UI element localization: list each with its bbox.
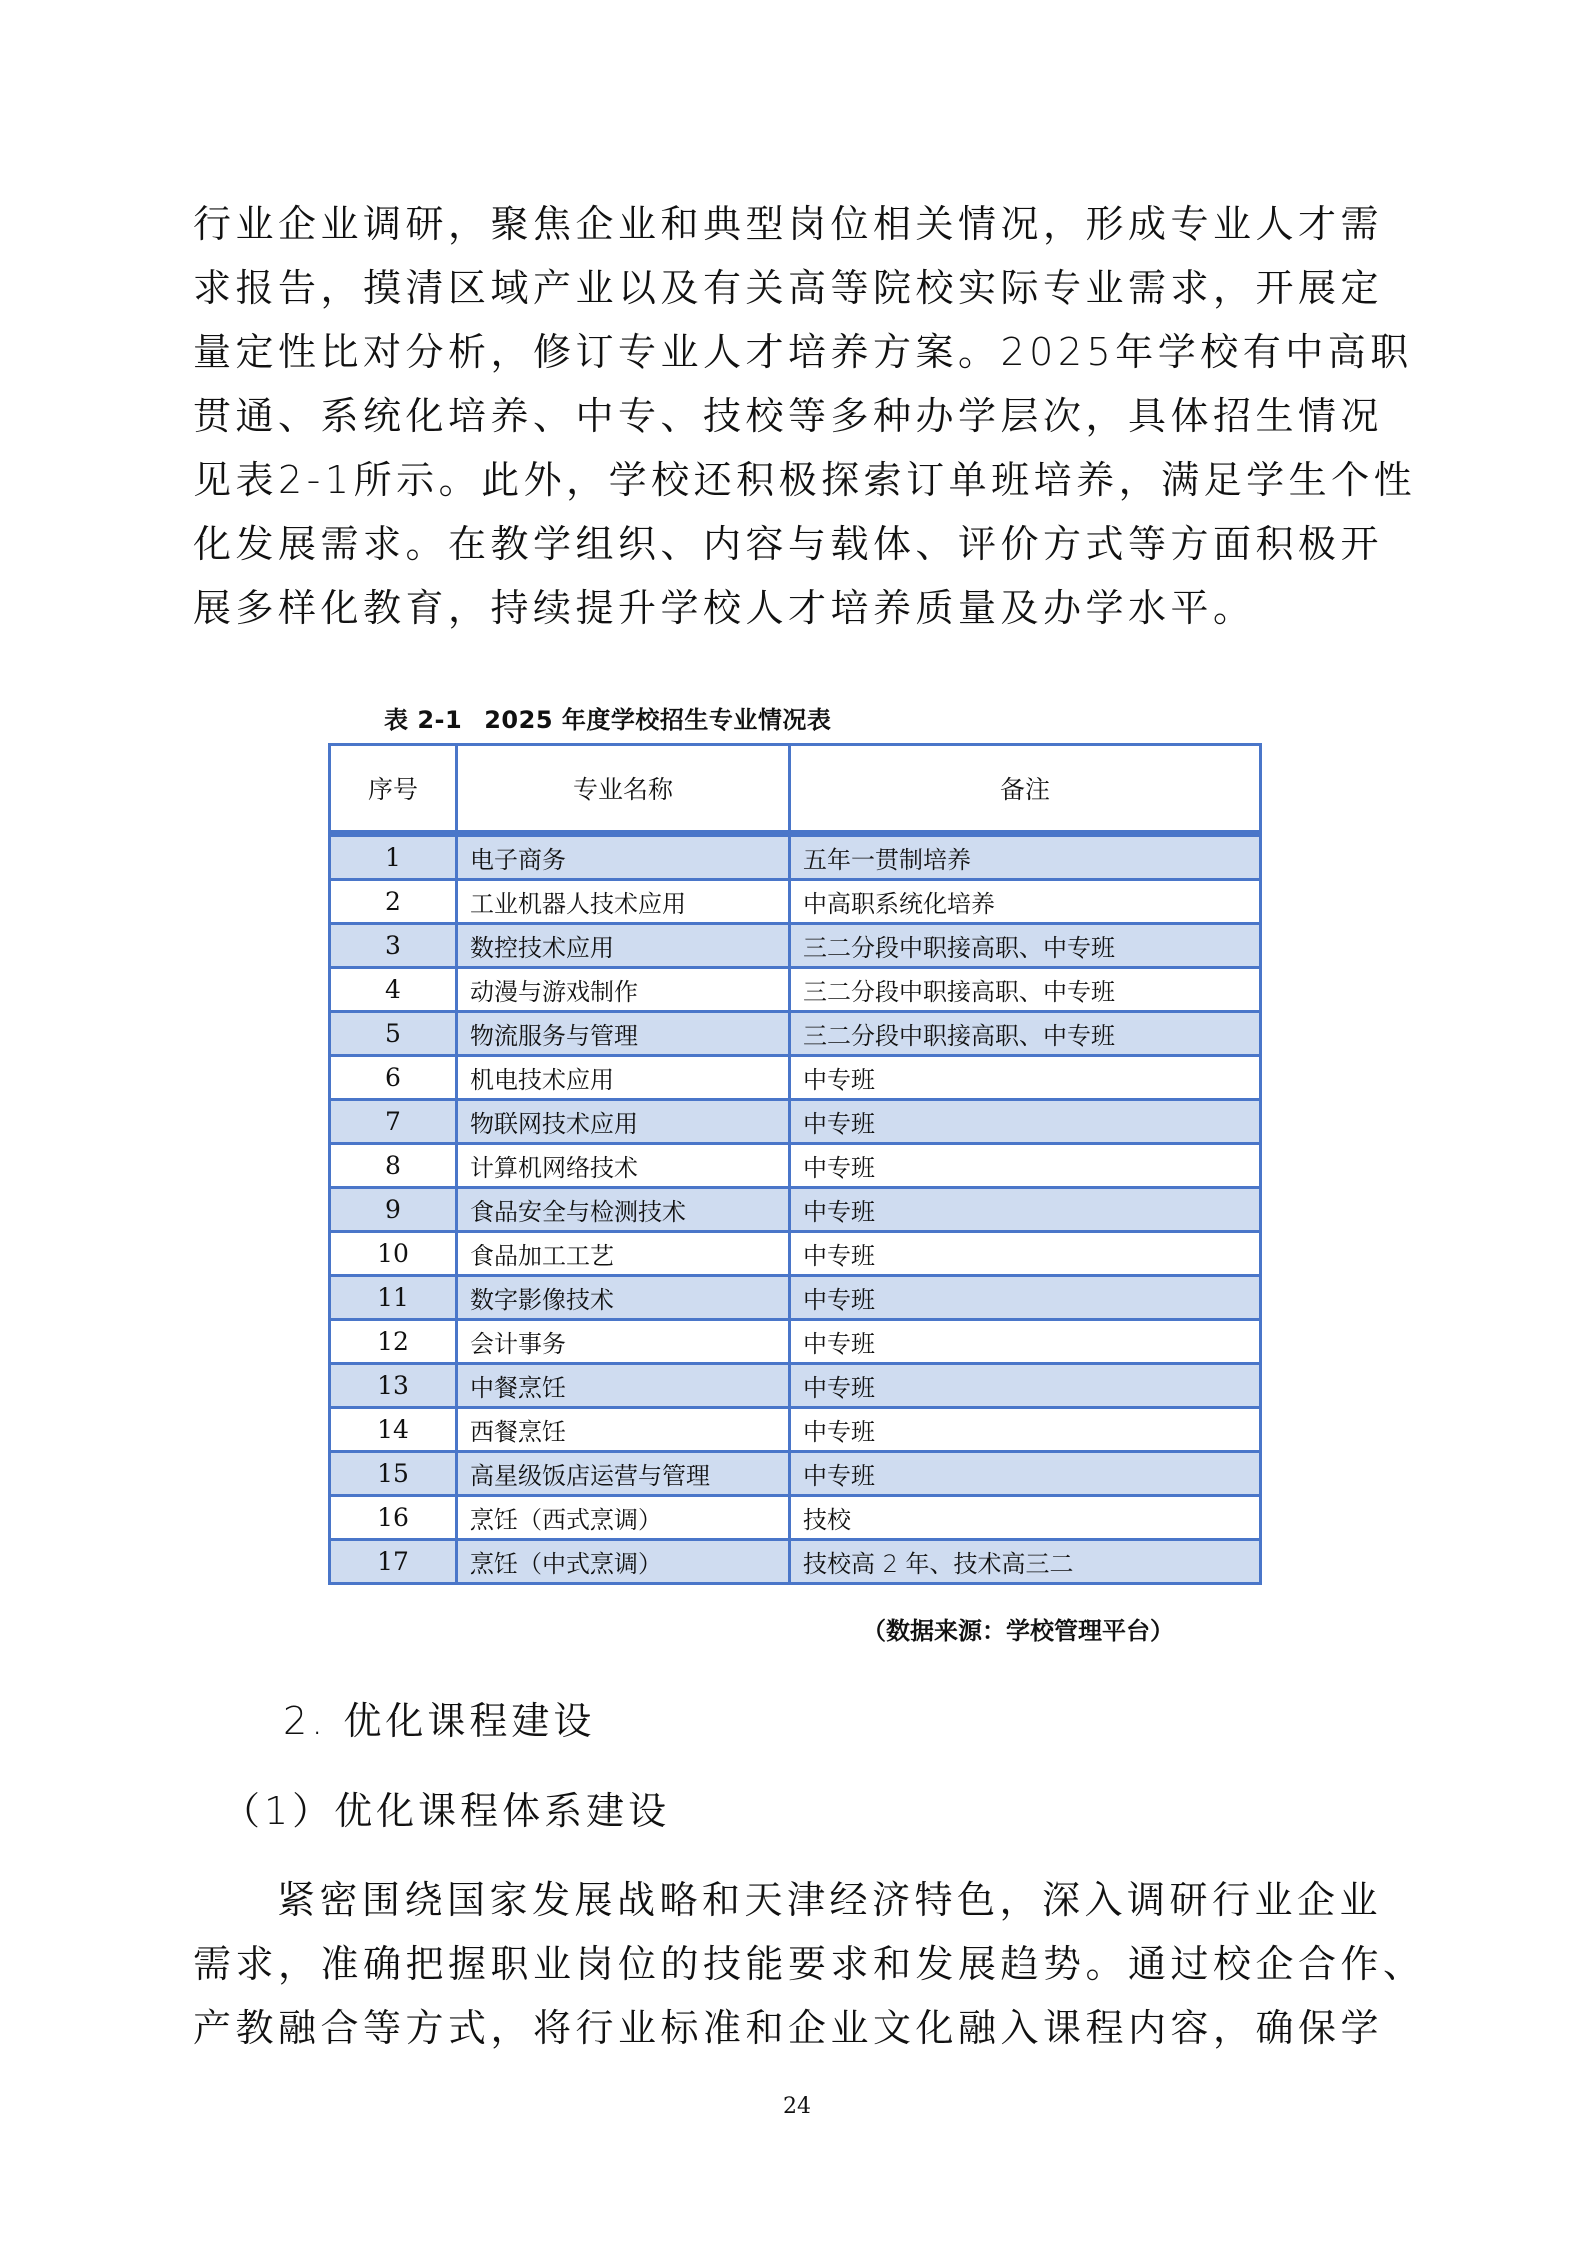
cell-note: 中专班 — [790, 1408, 1261, 1452]
cell-major: 西餐烹饪 — [457, 1408, 790, 1452]
table-header-row — [330, 745, 1261, 834]
cell-number: 5 — [330, 1012, 457, 1056]
cell-number: 17 — [330, 1540, 457, 1584]
cell-note: 中专班 — [790, 1188, 1261, 1232]
table-row — [330, 968, 1261, 1012]
cell-major: 计算机网络技术 — [457, 1144, 790, 1188]
text-line: 需求，准确把握职业岗位的技能要求和发展趋势。通过校企合作、 — [193, 1942, 1426, 1986]
table-row — [330, 1320, 1261, 1364]
table-row — [330, 1408, 1261, 1452]
cell-note: 技校高 2 年、技术高三二 — [790, 1540, 1261, 1584]
text-line: 化发展需求。在教学组织、内容与载体、评价方式等方面积极开 — [193, 522, 1384, 566]
text-line: 贯通、系统化培养、中专、技校等多种办学层次，具体招生情况 — [193, 394, 1384, 438]
column-header-number: 序号 — [330, 745, 457, 834]
table-row — [330, 1364, 1261, 1408]
cell-note: 五年一贯制培养 — [790, 834, 1261, 880]
cell-major: 物联网技术应用 — [457, 1100, 790, 1144]
table-row — [330, 1100, 1261, 1144]
cell-major: 物流服务与管理 — [457, 1012, 790, 1056]
text-line: 见表2-1所示。此外，学校还积极探索订单班培养，满足学生个性 — [193, 458, 1417, 502]
cell-major: 动漫与游戏制作 — [457, 968, 790, 1012]
cell-number: 4 — [330, 968, 457, 1012]
table-source-note: （数据来源：学校管理平台） — [862, 1617, 1174, 1645]
text-line: 产教融合等方式，将行业标准和企业文化融入课程内容，确保学 — [193, 2006, 1384, 2050]
text-line: 量定性比对分析，修订专业人才培养方案。2025年学校有中高职 — [193, 330, 1413, 374]
enrollment-table — [328, 743, 1262, 1585]
cell-number: 3 — [330, 924, 457, 968]
cell-major: 烹饪（西式烹调） — [457, 1496, 790, 1540]
table-row — [330, 1012, 1261, 1056]
column-header-major: 专业名称 — [457, 745, 790, 834]
cell-major: 食品安全与检测技术 — [457, 1188, 790, 1232]
cell-number: 13 — [330, 1364, 457, 1408]
table-row — [330, 1540, 1261, 1584]
cell-number: 10 — [330, 1232, 457, 1276]
cell-note: 三二分段中职接高职、中专班 — [790, 924, 1261, 968]
cell-major: 会计事务 — [457, 1320, 790, 1364]
cell-number: 8 — [330, 1144, 457, 1188]
cell-major: 烹饪（中式烹调） — [457, 1540, 790, 1584]
cell-major: 中餐烹饪 — [457, 1364, 790, 1408]
cell-major: 电子商务 — [457, 834, 790, 880]
cell-major: 数字影像技术 — [457, 1276, 790, 1320]
body-paragraph-2 — [193, 1868, 1426, 2060]
table-row — [330, 1496, 1261, 1540]
cell-note: 中专班 — [790, 1232, 1261, 1276]
table-caption-label: 表 2-1 — [384, 706, 463, 734]
table-caption-title: 2025 年度学校招生专业情况表 — [484, 706, 832, 734]
cell-note: 中专班 — [790, 1056, 1261, 1100]
text-line: 行业企业调研，聚焦企业和典型岗位相关情况，形成专业人才需 — [193, 202, 1384, 246]
table-row — [330, 834, 1261, 880]
cell-major: 机电技术应用 — [457, 1056, 790, 1100]
page-number: 24 — [783, 2094, 811, 2119]
cell-number: 15 — [330, 1452, 457, 1496]
cell-note: 中专班 — [790, 1320, 1261, 1364]
cell-number: 12 — [330, 1320, 457, 1364]
table-row — [330, 924, 1261, 968]
cell-note: 技校 — [790, 1496, 1261, 1540]
cell-note: 中专班 — [790, 1452, 1261, 1496]
cell-note: 三二分段中职接高职、中专班 — [790, 1012, 1261, 1056]
table-row — [330, 880, 1261, 924]
cell-number: 1 — [330, 834, 457, 880]
body-paragraph-1 — [193, 192, 1417, 640]
table-row — [330, 1188, 1261, 1232]
table-row — [330, 1232, 1261, 1276]
cell-number: 14 — [330, 1408, 457, 1452]
cell-note: 中专班 — [790, 1364, 1261, 1408]
cell-number: 2 — [330, 880, 457, 924]
table-row — [330, 1276, 1261, 1320]
table-row — [330, 1452, 1261, 1496]
cell-note: 中高职系统化培养 — [790, 880, 1261, 924]
table-caption — [384, 700, 831, 735]
text-line: 求报告，摸清区域产业以及有关高等院校实际专业需求，开展定 — [193, 266, 1384, 310]
cell-note: 中专班 — [790, 1100, 1261, 1144]
cell-number: 16 — [330, 1496, 457, 1540]
cell-number: 6 — [330, 1056, 457, 1100]
text-line: 展多样化教育，持续提升学校人才培养质量及办学水平。 — [193, 586, 1256, 630]
column-header-note: 备注 — [790, 745, 1261, 834]
table-row — [330, 1056, 1261, 1100]
cell-note: 中专班 — [790, 1144, 1261, 1188]
cell-number: 7 — [330, 1100, 457, 1144]
cell-major: 食品加工工艺 — [457, 1232, 790, 1276]
table-row — [330, 1144, 1261, 1188]
cell-major: 数控技术应用 — [457, 924, 790, 968]
cell-note: 三二分段中职接高职、中专班 — [790, 968, 1261, 1012]
cell-major: 工业机器人技术应用 — [457, 880, 790, 924]
cell-number: 9 — [330, 1188, 457, 1232]
subsection-heading: （1）优化课程体系建设 — [222, 1789, 671, 1833]
cell-number: 11 — [330, 1276, 457, 1320]
section-heading: 2. 优化课程建设 — [283, 1699, 596, 1743]
text-line: 紧密围绕国家发展战略和天津经济特色，深入调研行业企业 — [277, 1878, 1383, 1922]
cell-major: 高星级饭店运营与管理 — [457, 1452, 790, 1496]
cell-note: 中专班 — [790, 1276, 1261, 1320]
